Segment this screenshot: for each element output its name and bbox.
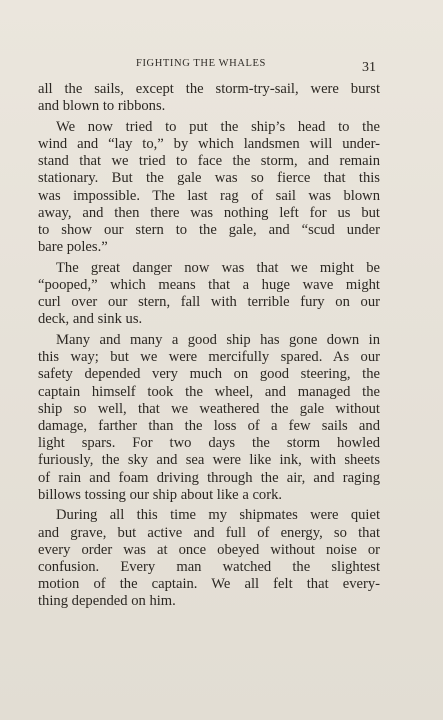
text-line: deck, and sink us.: [38, 311, 143, 328]
text-line: all the sails, except the storm-try-sail, were burst: [38, 81, 380, 97]
text-line: confusion. Every man watched the slightest: [38, 559, 380, 576]
paragraph: [38, 81, 380, 115]
text-line: and grave, but active and full of energy, so that: [38, 524, 380, 541]
text-line: light spars. For two days the storm howled: [38, 435, 380, 452]
page-number: 31: [362, 60, 376, 75]
body-text: [38, 81, 380, 614]
text-line: safety depended very much on good steering, the: [38, 366, 380, 383]
text-line: wind and “lay to,” by which landsmen will under-: [38, 136, 380, 152]
text-line: thing depended on him.: [38, 593, 176, 610]
text-line: damage, farther than the loss of a few sails and: [38, 418, 380, 435]
text-line: and blown to ribbons.: [38, 98, 166, 115]
text-line: The great danger now was that we might be: [56, 259, 380, 276]
text-line: furiously, the sky and sea were like ink, with sheets: [38, 452, 380, 469]
text-line: stand that we tried to face the storm, and remain: [38, 153, 380, 170]
text-line: Many and many a good ship has gone down in: [56, 332, 380, 349]
text-line: every order was at once obeyed without noise or: [38, 541, 380, 558]
text-line: “pooped,” which means that a huge wave might: [38, 277, 380, 294]
running-head: FIGHTING THE WHALES: [136, 58, 267, 69]
text-line: captain himself took the wheel, and managed the: [38, 383, 380, 400]
text-line: bare poles.”: [38, 239, 108, 256]
text-line: We now tried to put the ship’s head to the: [56, 118, 380, 135]
text-line: billows tossing our ship about like a cork.: [38, 486, 283, 503]
paragraph: [38, 260, 380, 329]
text-line: this way; but we were mercifully spared. As our: [38, 349, 380, 366]
text-line: stationary. But the gale was so fierce that this: [38, 170, 380, 187]
paragraph: [38, 332, 380, 504]
text-line: of rain and foam driving through the air, and raging: [38, 469, 380, 486]
text-line: curl over our stern, fall with terrible fury on our: [38, 294, 380, 311]
paragraph: [38, 507, 380, 610]
text-line: was impossible. The last rag of sail was blown: [38, 187, 380, 204]
text-line: motion of the captain. We all felt that every-: [38, 576, 380, 593]
text-line: away, and then there was nothing left for us but: [38, 204, 380, 221]
paragraph: [38, 119, 380, 257]
text-line: to show our stern to the gale, and “scud under: [38, 222, 380, 239]
text-line: During all this time my shipmates were quiet: [56, 507, 380, 524]
text-line: ship so well, that we weathered the gale without: [38, 400, 380, 417]
